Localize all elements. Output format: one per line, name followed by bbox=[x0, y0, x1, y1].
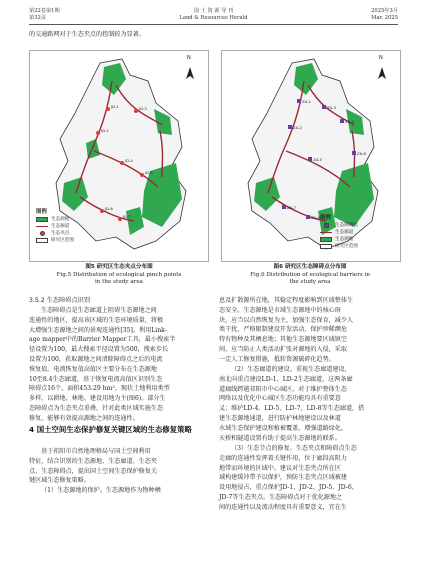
text-line: 走廊的连通性发挥着关键作用，位于廊段高阻力 bbox=[219, 454, 347, 462]
figure-6-caption-en-2: the study area bbox=[289, 279, 331, 286]
text-line: 大增强生态源地之间的景观连通性[35]。利用Link- bbox=[29, 326, 167, 334]
barrier-point bbox=[306, 215, 310, 219]
text-line: 恢复值。电流恢复值高值区主要分布在生态源地 bbox=[29, 365, 157, 373]
figure-5-caption-en-2: in the study area bbox=[94, 279, 143, 286]
barrier-label: ZA-3 bbox=[327, 105, 336, 110]
figure-5-map bbox=[29, 50, 209, 262]
text-line: 10至8.4生态廊道，基于恢复电流高值区识别生态 bbox=[29, 375, 163, 383]
figure-6-map bbox=[221, 50, 401, 262]
issue-date-en: Mar. 2025 bbox=[371, 14, 398, 21]
text-line: 类干扰，严格限制建设开发活动，保护珍稀濒危 bbox=[219, 326, 347, 334]
text-line: （1）生态源地的保护。生态源地作为物种栖 bbox=[41, 487, 161, 495]
text-line: 障碍点16个，面积453.29 hm²，现状土地利用类型 bbox=[29, 385, 170, 393]
text-line: 一定人工修复措施，抵转资源破碎化趋势。 bbox=[219, 355, 335, 363]
text-line: 义；维护LD-4、LD-5、LD-7、LD-8等生态廊道，搭 bbox=[219, 405, 365, 413]
barrier-label: ZA-4 bbox=[345, 119, 354, 124]
text-line: 设用地侵占，重点保护JD-1、JD-2、JD-5、JD-6、 bbox=[219, 484, 358, 492]
text-line: age mapper中的Barrier Mapper工具，最小搜索半 bbox=[29, 336, 176, 344]
text-line: 多样，以耕地、林地、建设用地为主(图6)。部分生 bbox=[29, 395, 166, 403]
legend-row: 生态源地 bbox=[320, 236, 358, 243]
text-line: 间的连通性以及流动程度具有重要意义，宜在生 bbox=[219, 503, 347, 511]
figure-6-svg bbox=[222, 51, 400, 261]
journal-title-en: Land & Resources Herald bbox=[179, 14, 248, 21]
legend-row: 研究区范围 bbox=[320, 243, 358, 250]
text-line: 息及扩散源所在地，其稳定程度影响到区域整体生 bbox=[219, 297, 354, 304]
text-line: （2）生态廊道的建设。重视生态廊道建设， bbox=[231, 366, 351, 373]
figure-6-caption-cn: 图6 研究区生态障碍点分布图 bbox=[273, 264, 347, 270]
pinch-label: JD-3 bbox=[139, 106, 147, 111]
text-line: 网络以及优化中心城区生态功能均具有重要意 bbox=[219, 395, 341, 403]
header-right bbox=[371, 8, 398, 21]
barrier-label: ZA-7 bbox=[287, 205, 296, 210]
intro-line: 的交通路网对于生态夹点的控制较为显著。 bbox=[29, 31, 145, 38]
text-line: 点、生态障碍点，提出国土空间生态保护修复关 bbox=[29, 467, 157, 475]
section-4-heading: 4 国土空间生态保护修复关键区域的生态修复策略 bbox=[29, 425, 192, 434]
legend-row: 研究区范围 bbox=[36, 237, 74, 244]
text-line: JD-7等生态夹点。生态障碍点对于优化源地之 bbox=[219, 493, 343, 501]
barrier-swatch bbox=[324, 223, 329, 228]
north-label: N bbox=[379, 55, 383, 61]
pinch-point bbox=[134, 109, 138, 113]
text-line: 基于祁阳市自然地理格局与国土空间利用 bbox=[41, 448, 151, 455]
issue-date-cn: 2025年3月 bbox=[371, 8, 398, 14]
text-line: 键区域生态修复策略。 bbox=[29, 477, 90, 485]
barrier-label: ZA-1 bbox=[302, 99, 311, 104]
section-3-5-2-heading: 3.5.2 生态障碍点识别 bbox=[29, 297, 91, 304]
barrier-point bbox=[288, 125, 292, 129]
text-line: 天桥和隧道设置有助于提高生态源地的联系。 bbox=[219, 434, 341, 442]
header-rule bbox=[29, 24, 398, 25]
legend-title: 图例 bbox=[320, 215, 331, 221]
barrier-point bbox=[322, 105, 326, 109]
text-line: 建生态源地通道，进行防护林地建设以及林道 bbox=[219, 414, 341, 422]
boundary-swatch bbox=[36, 238, 48, 243]
text-line: 连通性的地区，提高该区域的生态环境质量，将极 bbox=[29, 316, 164, 324]
pinch-label: JD-4 bbox=[125, 158, 133, 163]
barrier-label: ZA-2 bbox=[293, 125, 302, 130]
north-label: N bbox=[187, 55, 191, 61]
source-swatch bbox=[36, 217, 48, 222]
pinch-point bbox=[118, 217, 122, 221]
barrier-point bbox=[282, 205, 286, 209]
text-line: 特有物种及其栖息地；其他生态源地要区域镇空 bbox=[219, 336, 347, 344]
text-line: 生态障碍点是生态廊道上阻碍生态源地之间 bbox=[41, 307, 157, 314]
north-arrow bbox=[186, 67, 194, 79]
legend-title: 图例 bbox=[36, 209, 47, 215]
pinch-label: JD-6 bbox=[105, 206, 113, 211]
text-line: 水域生态保护建设和植被覆盖，增强道路绿化， bbox=[219, 424, 347, 432]
journal-issue: 第22卷第1期 bbox=[29, 8, 60, 14]
pinch-point bbox=[120, 161, 124, 165]
figure-5-caption bbox=[29, 264, 209, 287]
legend-row: 生态廊道 bbox=[320, 229, 358, 236]
north-arrow bbox=[378, 67, 386, 79]
legend-row: 生态源地 bbox=[36, 216, 74, 223]
left-paragraph-1 bbox=[29, 306, 211, 424]
text-line: 设置为100，获取源地之间清除障碍点之后的电流 bbox=[29, 355, 163, 363]
pinch-label: JD-2 bbox=[101, 128, 109, 133]
pinch-point bbox=[106, 107, 110, 111]
text-line: 间，应当防止人类活动扩张对源地的入侵，采取 bbox=[219, 345, 347, 353]
text-line: 修复，能够有效提高源地之间的连通性。 bbox=[29, 414, 139, 422]
figure-6-caption bbox=[219, 264, 401, 287]
text-line: 道廊线跨越祁阳市中心城区，对于维护整体生态 bbox=[219, 385, 347, 393]
pinch-point bbox=[100, 209, 104, 213]
left-paragraph-2 bbox=[29, 447, 211, 496]
pinch-swatch bbox=[40, 231, 45, 236]
text-line: 块，应当以自然恢复为主，加强生态保育，减少人 bbox=[219, 316, 354, 324]
journal-title-cn: 国 土 资 源 导 刊 bbox=[193, 8, 234, 14]
pinch-point bbox=[96, 131, 100, 135]
barrier-point bbox=[340, 119, 344, 123]
barrier-label: ZA-8 bbox=[311, 215, 320, 220]
text-line: 径设置为100，最大搜索半径设置为500，搜索步长 bbox=[29, 346, 169, 354]
text-line: 特征，结合识别的生态源地、生态廊道、生态夹 bbox=[29, 457, 157, 465]
legend-row: 生态廊道 bbox=[36, 223, 74, 230]
barrier-point bbox=[308, 157, 312, 161]
right-paragraph-2 bbox=[219, 365, 401, 443]
header-center bbox=[0, 8, 427, 21]
pinch-label: JD-5 bbox=[145, 170, 153, 175]
text-line: 态安全。生态源地是市域生态源地中的核心斑 bbox=[219, 306, 341, 314]
text-line: （3）生态节点的修复。生态夹点和障碍点生态 bbox=[231, 445, 357, 452]
right-paragraph-1 bbox=[219, 296, 401, 365]
barrier-label: ZA-6 bbox=[357, 151, 366, 156]
pinch-label: JD-1 bbox=[111, 104, 119, 109]
boundary-swatch bbox=[320, 244, 332, 249]
figure-5-caption-cn: 图5 研究区生态夹点分布图 bbox=[85, 264, 153, 270]
text-line: 南北向重点建设LD-1、LD-2生态廊道，这两条廊 bbox=[219, 375, 353, 383]
text-line: 地带而环境的区域中。建议对生态夹点所在区 bbox=[219, 464, 341, 472]
right-paragraph-3 bbox=[219, 444, 401, 513]
pinch-point bbox=[140, 173, 144, 177]
figure-5-legend bbox=[36, 209, 74, 244]
corridor-swatch bbox=[320, 232, 332, 233]
pinch-label: JD-7 bbox=[123, 214, 131, 219]
figure-5-caption-en-1: Fig.5 Distribution of ecological pinch points bbox=[56, 271, 182, 278]
barrier-point bbox=[352, 151, 356, 155]
corridor-swatch bbox=[36, 226, 48, 227]
text-line: 域构建缓冲带予以保护，预防生态夹点区域被建 bbox=[219, 474, 347, 482]
figure-6-legend bbox=[320, 215, 358, 250]
source-swatch bbox=[320, 237, 332, 242]
text-line: 态障碍点为生态夹点重叠，针对此类区域实施生态 bbox=[29, 404, 164, 412]
legend-row: 生态障碍点 bbox=[320, 222, 358, 229]
barrier-label: ZA-5 bbox=[313, 157, 322, 162]
page-number: 第32页 bbox=[29, 14, 46, 21]
barrier-point bbox=[297, 99, 301, 103]
legend-row: 生态夹点 bbox=[36, 230, 74, 237]
figure-6-caption-en-1: Fig.6 Distribution of ecological barriers in bbox=[250, 271, 370, 278]
